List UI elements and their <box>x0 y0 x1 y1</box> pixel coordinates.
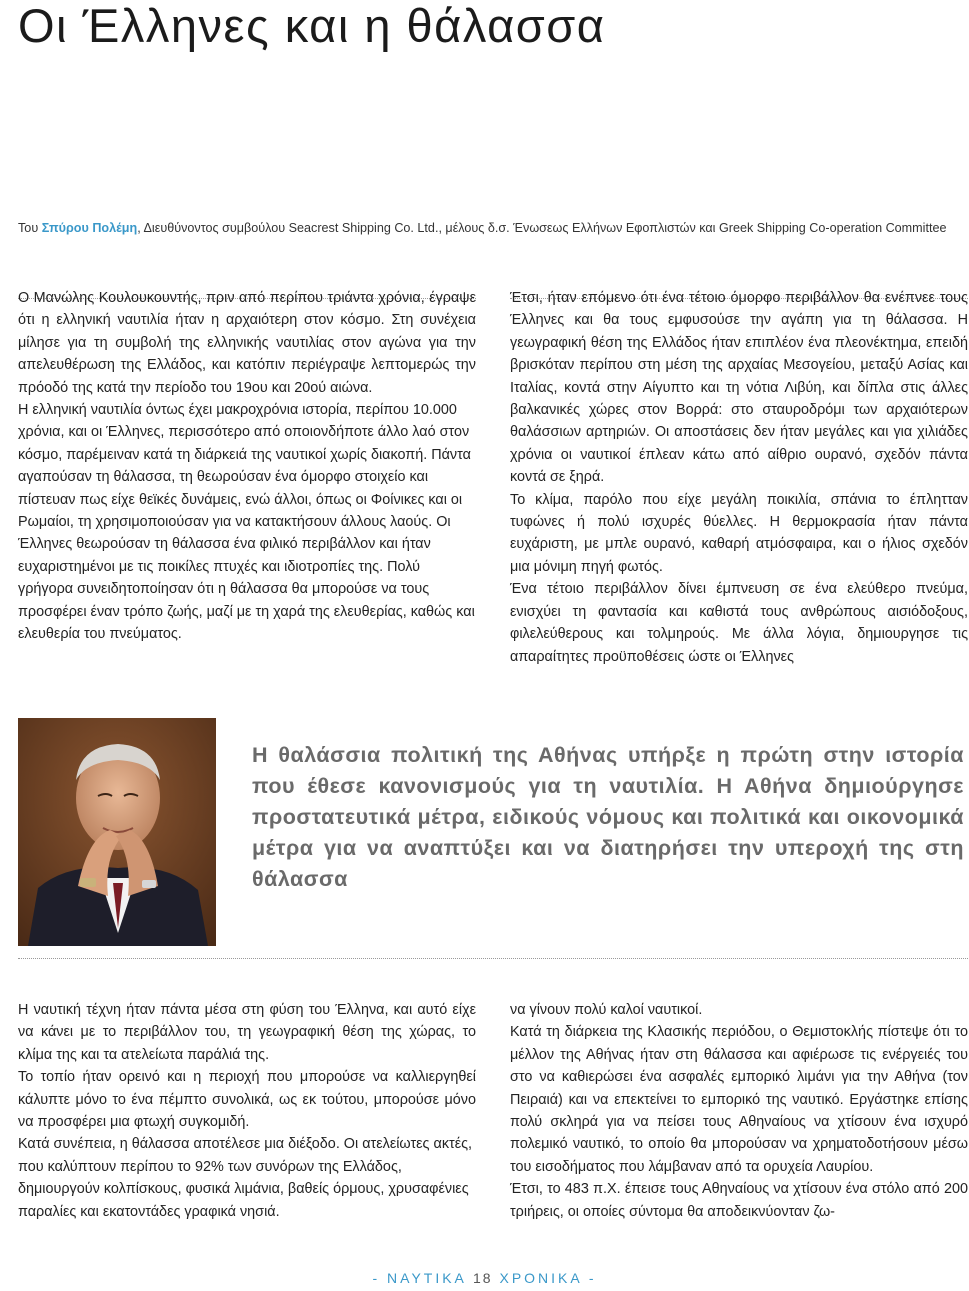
text-column-1 <box>18 287 476 646</box>
footer-dash: - <box>588 1270 597 1286</box>
paragraph: Κατά τη διάρκεια της Κλασικής περιόδου, ο Θεμιστοκλής πίστεψε ότι το μέλλον της Αθήνας ήταν στη θάλασσα και αφιέρωσε τις ενέργειές του στο να καθιερώσει ένα ασφαλές εμπορικό λιμάνι για την Αθήνα (τον Πειραιά) και να επεκτείνει το εμπορικό της ναυτικό. Εργάστηκε επίσης πολύ σκληρά για να πείσει τους Αθηναίους να χτίσουν ένα ισχυρό πολεμικό ναυτικό, το οποίο θα μπορούσαν να χρηματοδοτήσουν μέσω του εισοδήματος που λάμβαναν από τα ορυχεία Λαυρίου. <box>510 1024 968 1175</box>
page-footer <box>0 1270 969 1286</box>
portrait-illustration <box>18 718 216 946</box>
paragraph: Η ελληνική ναυτιλία όντως έχει μακροχρόνια ιστορία, περίπου 10.000 χρόνια, και οι Έλληνες, περισσότερο από οποιονδήποτε άλλο λαό στον κόσμο, παρέμειναν κατά τη διάρκειά της ναυτικοί χωρίς διακοπή. Πάντα αγαπούσαν τη θάλασσα, τη θεωρούσαν ένα όμορφο στοιχείο και πίστευαν πως είχε θεϊκές δυνάμεις, ενώ άλλοι, όπως οι Φοίνικες και οι Ρωμαίοι, τη χρησιμοποιούσαν για να κατακτήσουν άλλους λαούς. Οι Έλληνες θεωρούσαν τη θάλασσα ένα φιλικό περιβάλλον και ήταν ευχαριστημένοι με τις ποικίλες πτυχές και ιδιοτροπίες της. Πολύ γρήγορα συνειδητοποίησαν ότι η θάλασσα θα μπορούσε να τους προσφέρει έναν τρόπο ζωής, μαζί με τη χαρά της ελευθερίας, καθώς και ελευθερία του πνεύματος. <box>18 402 475 643</box>
paragraph: Ο Μανώλης Κουλουκουντής, πριν από περίπου τριάντα χρόνια, έγραψε ότι η ελληνική ναυτιλία ήταν η αρχαιότερη στον κόσμο. Στη συνέχεια μίλησε για τη συμβολή της ελληνικής ναυτιλίας στον αγώνα για την απελευθέρωση της Ελλάδος, και κατόπιν περιέγραψε λεπτομερώς την πρόοδό της κατά την περίοδο του 19ου και 20ού αιώνα. <box>18 290 476 396</box>
byline-author: Σπύρου Πολέμη <box>41 221 138 235</box>
text-column-2 <box>510 287 968 668</box>
footer-magazine-word1: ΝΑΥΤΙΚΑ <box>387 1270 467 1286</box>
paragraph: Έτσι, ήταν επόμενο ότι ένα τέτοιο όμορφο περιβάλλον θα ενέπνεε τους Έλληνες και θα τους εμφυσούσε την αγάπη για τη θάλασσα. Η γεωγραφική θέση της Ελλάδος ήταν επιπλέον ένα πλεονέκτημα, επειδή βρισκόταν περίπου στη μέση της αρχαίας Μεσογείου, μεταξύ Ασίας και Ιταλίας, κοντά στην Αίγυπτο και τη νότια Λιβύη, και δίπλα στις άλλες βαλκανικές χώρες στον Βορρά: στο σταυροδρόμι των αρχαιότερων θαλάσσιων αρτηριών. Οι αποστάσεις δεν ήταν μεγάλες και για χιλιάδες χρόνια οι ναυτικοί έπλεαν κάτω από αίθριο ουρανό, σχεδόν πάντα κοντά σε ξηρά. <box>510 290 968 486</box>
footer-dash: - <box>372 1270 381 1286</box>
paragraph: Έτσι, το 483 π.Χ. έπεισε τους Αθηναίους να χτίσουν ένα στόλο από 200 τριήρεις, οι οποίες σύντομα θα αποδεικνύονταν ζω- <box>510 1181 968 1220</box>
text-column-3 <box>18 999 476 1223</box>
paragraph: Το κλίμα, παρόλο που είχε μεγάλη ποικιλία, σπάνια το έπλητταν τυφώνες ή πολύ ισχυρές θύελλες. Η θερμοκρασία ήταν πάντα ευχάριστη, με μπλε ουρανό, καθαρή ατμόσφαιρα, και ο ήλιος σχεδόν μια μόνιμη πηγή φωτός. <box>510 491 968 575</box>
text-column-4 <box>510 999 968 1223</box>
paragraph: Κατά συνέπεια, η θάλασσα αποτέλεσε μια διέξοδο. Οι ατελείωτες ακτές, που καλύπτουν περίπου το 92% των συνόρων της Ελλάδος, δημιουργούν κολπίσκους, φυσικά λιμάνια, βαθείς όρμους, χρυσαφένιες παραλίες και εκατοντάδες γραφικά νησιά. <box>18 1136 473 1220</box>
byline-prefix: Του <box>18 221 42 235</box>
paragraph: να γίνουν πολύ καλοί ναυτικοί. <box>510 1002 703 1018</box>
author-portrait <box>18 718 216 946</box>
byline <box>18 218 958 238</box>
section-divider <box>18 958 968 959</box>
paragraph: Η ναυτική τέχνη ήταν πάντα μέσα στη φύση του Έλληνα, και αυτό είχε να κάνει με το περιβάλλον του, τη γεωγραφική θέση της χώρας, το κλίμα της και τα ατελείωτα παράλιά της. <box>18 1002 476 1063</box>
footer-magazine-word2: ΧΡΟΝΙΚΑ <box>499 1270 582 1286</box>
byline-suffix: , Διευθύνοντος συμβούλου Seacrest Shipping Co. Ltd., μέλους δ.σ. Ένωσεως Ελλήνων Εφοπλιστών και Greek Shipping Co-operation Committee <box>137 221 947 235</box>
paragraph: Το τοπίο ήταν ορεινό και η περιοχή που μπορούσε να καλλιεργηθεί κάλυπτε μόνο το ένα πέμπτο συνολικά, ως εκ τούτου, μπορούσε μόνο να προσφέρει μια φτωχή συγκομιδή. <box>18 1069 476 1131</box>
paragraph: Ένα τέτοιο περιβάλλον δίνει έμπνευση σε ένα ελεύθερο πνεύμα, ενισχύει τη φαντασία και καθιστά τους ανθρώπους αισιόδοξους, φιλελεύθερους και τολμηρούς. Με άλλα λόγια, δημιουργησε τις απαραίτητες προϋποθέσεις ώστε οι Έλληνες <box>510 581 968 665</box>
page-number: 18 <box>473 1270 493 1286</box>
article-title: Οι Έλληνες και η θάλασσα <box>18 0 606 52</box>
pull-quote: Η θαλάσσια πολιτική της Αθήνας υπήρξε η πρώτη στην ιστορία που έθεσε κανονισμούς για τη ναυτιλία. Η Αθήνα δημιούργησε προστατευτικά μέτρα, ειδικούς νόμους και πολιτικά και οικονομικά μέτρα για να αναπτύξει και να διατηρήσει την υπεροχή της στη θάλασσα <box>252 743 964 891</box>
